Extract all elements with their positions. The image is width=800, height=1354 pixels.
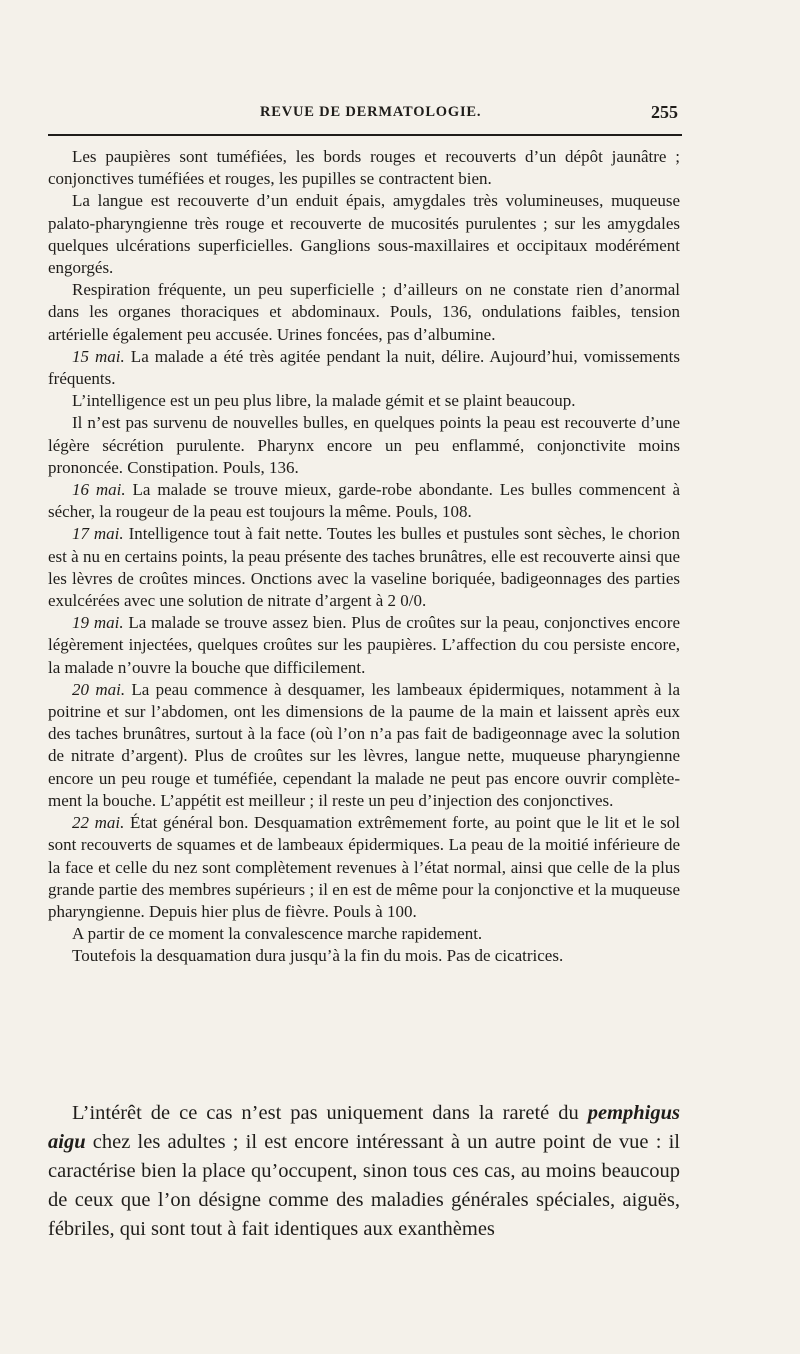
running-title: REVUE DE DERMATOLOGIE. — [260, 104, 482, 120]
dated-paragraph — [48, 679, 680, 812]
entry-date: 17 mai. — [72, 524, 124, 544]
case-report-text — [48, 146, 680, 968]
conclusion-before: L’intérêt de ce cas n’est pas uniquement dans la rareté du — [72, 1102, 588, 1124]
paragraph-text: Respiration fréquente, un peu superficielle ; d’ailleurs on ne constate rien d’anormal dans les organes thoraciques et abdominaux. Pouls, 136, ondulations faibles, tension artérielle également peu accusée. Urines foncées, pas d’albumine. — [48, 280, 680, 344]
paragraph-text: Intelligence tout à fait nette. Toutes les bulles et pustules sont sèches, le chorion est à nu en certains points, la peau présente des taches brunâtres, elle est recouverte ainsi que les lèvres de croûtes minces. Onctions avec la vaseline boriquée, badigeonnages des parties exulcérées avec une solution de nitrate d’argent à 2 0/0. — [48, 524, 680, 611]
paragraph — [48, 190, 680, 279]
header-rule — [48, 134, 682, 136]
paragraph — [48, 945, 680, 967]
paragraph — [48, 390, 680, 412]
entry-date: 19 mai. — [72, 613, 124, 633]
entry-date: 15 mai. — [72, 346, 125, 366]
dated-paragraph — [48, 523, 680, 612]
dated-paragraph — [48, 479, 680, 523]
entry-date: 22 mai. — [72, 813, 125, 833]
entry-date: 16 mai. — [72, 480, 126, 500]
page-header — [48, 102, 680, 126]
paragraph-text: Toutefois la desquamation dura jusqu’à la fin du mois. Pas de cicatrices. — [72, 946, 564, 966]
dated-paragraph — [48, 812, 680, 923]
paragraph-text: État général bon. Desquamation extrêmement forte, au point que le lit et le sol sont recouverts de squames et de lambeaux épidermiques. La peau de la moitié inférieure de la face et celle du nez sont complètement revenues à l’état normal, ainsi que celle de la plus grande partie des membres supérieurs ; il en est de même pour la conjonctive et la muqueuse pharyngienne. Depuis hier plus de fièvre. Pouls à 100. — [48, 813, 681, 921]
page-number: 255 — [651, 102, 678, 122]
conclusion-paragraph — [48, 1099, 680, 1244]
paragraph — [48, 412, 680, 479]
paragraph-text: La langue est recouverte d’un enduit épais, amygdales très volumineuses, muqueuse palato-pharyngienne très rouge et recouverte de mucosités purulentes ; sur les amygdales quelques ulcérations superficielles. Ganglions sous-maxillaires et occipitaux modérément engorgés. — [48, 191, 680, 278]
paragraph-text: Il n’est pas survenu de nouvelles bulles, en quelques points la peau est recouverte d’une légère sécrétion purulente. Pharynx encore un peu enflammé, conjonctivite moins prononcée. Constipation. Pouls, 136. — [48, 413, 680, 477]
conclusion-after: chez les adultes ; il est encore intéressant à un autre point de vue : il caractérise bien la place qu’occupent, sinon tous ces cas, au moins beaucoup de ceux que l’on désigne comme des maladies générales spéciales, aiguës, fébriles, qui sont tout à fait identiques aux exanthèmes — [48, 1131, 680, 1240]
paragraph — [48, 923, 680, 945]
paragraph-text: La malade a été très agitée pendant la nuit, délire. Aujourd’hui, vomissements fréquents. — [48, 346, 680, 389]
conclusion-text — [48, 1099, 680, 1244]
paragraph-text: La malade se trouve assez bien. Plus de croûtes sur la peau, conjonctives encore légèrement injectées, quelques croûtes sur les paupières. L’affection du cou persiste encore, la malade n’ouvre la bouche que difficilement. — [48, 613, 681, 677]
paragraph-text: L’intelligence est un peu plus libre, la malade gémit et se plaint beaucoup. — [72, 391, 576, 411]
dated-paragraph — [48, 612, 680, 679]
paragraph-text: La peau commence à desquamer, les lambeaux épidermiques, notamment à la poitrine et sur l’abdomen, ont les dimensions de la paume de la main et laissent après eux des taches brunâtres, surtout à la face (où l’on n’a pas fait de badigeonnage avec la solution de nitrate d’argent). Plus de croûtes sur les lèvres, langue nette, muqueuse pharyngienne encore un peu rouge et tuméfiée, cependant la malade ne peut pas encore ouvrir complètement la bouche. L’appétit est meilleur ; il reste un peu d’injection des conjonctives. — [48, 679, 680, 810]
entry-date: 20 mai. — [72, 679, 126, 699]
paragraph-text: La malade se trouve mieux, garde-robe abondante. Les bulles commencent à sécher, la rougeur de la peau est toujours la même. Pouls, 108. — [48, 480, 681, 522]
paragraph-text: A partir de ce moment la convalescence marche rapidement. — [72, 924, 483, 944]
paragraph — [48, 279, 680, 346]
dated-paragraph — [48, 346, 680, 390]
paragraph — [48, 146, 680, 190]
paragraph-text: Les paupières sont tuméfiées, les bords rouges et recouverts d’un dépôt jaunâtre ; conjonctives tuméfiées et rouges, les pupilles se contractent bien. — [48, 147, 680, 189]
disease-name: pemphigus aigu — [48, 1102, 680, 1153]
